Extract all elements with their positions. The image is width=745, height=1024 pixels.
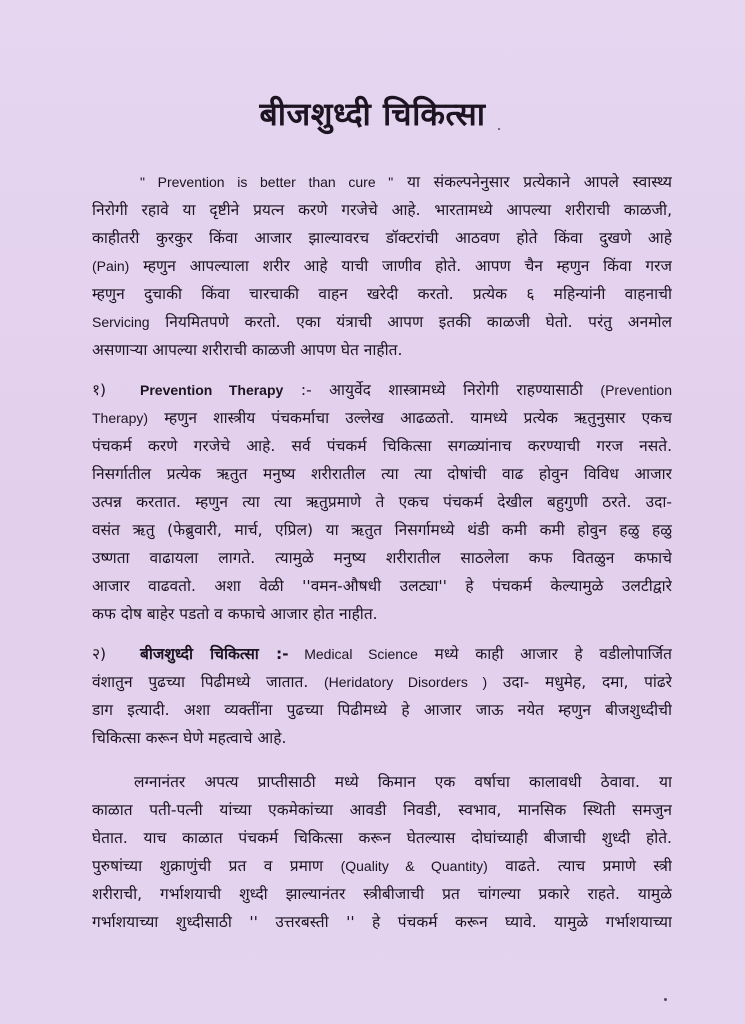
section2-line-3: डाग इत्यादी. अशा व्यक्तींना पुढच्या पिढीमध्ये हे आजार जाऊ नयेत म्हणुन बीजशुध्दीची: [92, 701, 672, 719]
intro-line-6-en: Servicing: [92, 314, 150, 330]
section2-line-2-mr2: उदा- मधुमेह, दमा, पांढरे: [487, 673, 672, 691]
closing-line-6: गर्भाशयाच्या शुध्दीसाठी '' उत्तरबस्ती '' हे पंचकर्म करून घ्यावे. यामुळे गर्भाशयाच्या: [92, 913, 672, 931]
closing-line-4-en: (Quality & Quantity): [340, 858, 488, 874]
closing-line-1: लग्नानंतर अपत्य प्राप्तीसाठी मध्ये किमान एक वर्षाचा कालावधी ठेवावा. या: [134, 773, 672, 791]
intro-line-4-en: (Pain): [92, 258, 130, 274]
intro-line-5: म्हणुन दुचाकी किंवा चारचाकी वाहन खरेदी करतो. प्रत्येक ६ महिन्यांनी वाहनाची: [92, 285, 672, 303]
intro-paragraph: [92, 168, 672, 364]
section1-line-2: [92, 404, 672, 432]
section1-line-8: आजार वाढवतो. अशा वेळी ''वमन-औषधी उलट्या'' हे पंचकर्म केल्यामुळे उलटीद्वारे: [92, 577, 672, 595]
closing-line-3: घेतात. याच काळात पंचकर्म चिकित्सा करून घेतल्यास दोघांच्याही बीजाची शुध्दी होते.: [92, 829, 672, 847]
intro-line-4: [92, 252, 672, 280]
intro-line-6: [92, 308, 672, 336]
paper-speck: [498, 128, 500, 130]
intro-line-1-en: " Prevention is better than cure ": [140, 174, 394, 190]
closing-paragraph: [92, 768, 672, 936]
section1-heading: Prevention Therapy: [140, 382, 284, 398]
intro-line-4-mr: म्हणुन आपल्याला शरीर आहे याची जाणीव होते. आपण चैन म्हणुन किंवा गरज: [129, 257, 672, 275]
closing-line-5: शरीराची, गर्भाशयाची शुध्दी झाल्यानंतर स्त्रीबीजाची प्रत चांगल्या प्रकारे राहते. यामुळे: [92, 885, 672, 903]
section1-line-9: कफ दोष बाहेर पडतो व कफाचे आजार होत नाहीत.: [92, 605, 378, 623]
document-title: बीजशुध्दी चिकित्सा: [259, 95, 486, 133]
section1-number: १): [92, 381, 107, 399]
section2-line-2-en: (Heridatory Disorders ): [323, 674, 488, 690]
intro-line-6-mr: नियमितपणे करतो. एका यंत्राची आपण इतकी काळजी घेतो. परंतु अनमोल: [149, 313, 672, 331]
intro-line-1-mr: या संकल्पनेनुसार प्रत्येकाने आपले स्वास्थ्य: [393, 173, 672, 191]
intro-line-3: काहीतरी कुरकुर किंवा आजार झाल्यावरच डॉक्टरांची आठवण होते किंवा दुखणे आहे: [92, 229, 672, 247]
section2-heading: बीजशुध्दी चिकित्सा :-: [140, 645, 289, 663]
section-prevention-therapy: [92, 376, 672, 628]
section-bijshuddhi: [92, 640, 672, 752]
intro-line-1: [92, 168, 672, 196]
section2-line-4: चिकित्सा करून घेणे महत्वाचे आहे.: [92, 729, 287, 747]
closing-line-4-mr: पुरुषांच्या शुक्राणुंची प्रत व प्रमाण: [92, 857, 341, 875]
intro-line-2: निरोगी रहावे या दृष्टीने प्रयत्न करणे गरजेचे आहे. भारतामध्ये आपल्या शरीराची काळजी,: [92, 201, 672, 219]
section1-line-6: वसंत ऋतु (फेब्रुवारी, मार्च, एप्रिल) या ऋतुत निसर्गामध्ये थंडी कमी कमी होवुन हळु हळु: [92, 521, 672, 539]
section2-number: २): [92, 645, 107, 663]
intro-line-7: असणाऱ्या आपल्या शरीराची काळजी आपण घेत नाहीत.: [92, 341, 403, 359]
closing-line-2: काळात पती-पत्नी यांच्या एकमेकांच्या आवडी निवडी, स्वभाव, मानसिक स्थिती समजुन: [92, 801, 672, 819]
section1-line-5: उत्पन्न करतात. म्हणुन त्या त्या ऋतुप्रमाणे ते एकच पंचकर्म देखील बहुगुणी ठरते. उदा-: [92, 493, 672, 511]
section2-line-2: [92, 668, 672, 696]
section1-line-1-mr: :- आयुर्वेद शास्त्रामध्ये निरोगी राहण्यासाठी: [283, 381, 601, 399]
closing-line-4-mr2: वाढते. त्याच प्रमाणे स्त्री: [487, 857, 672, 875]
section2-line-1: [92, 640, 672, 668]
section1-line-2-mr: म्हणुन शास्त्रीय पंचकर्माचा उल्लेख आढळतो. यामध्ये प्रत्येक ऋतुनुसार एकच: [148, 409, 672, 427]
paper-speck: [664, 998, 667, 1001]
section1-line-1-en: (Prevention: [600, 382, 672, 398]
section2-line-1-en: Medical Science: [288, 646, 418, 662]
section2-line-1-mr: मध्ये काही आजार हे वडीलोपार्जित: [417, 645, 672, 663]
section1-line-3: पंचकर्म करणे गरजेचे आहे. सर्व पंचकर्म चिकित्सा सगळ्यांनाच करण्याची गरज नसते.: [92, 437, 672, 455]
section1-line-7: उष्णता वाढायला लागते. त्यामुळे मनुष्य शरीरातील साठलेला कफ वितळुन कफाचे: [92, 549, 672, 567]
section2-line-2-mr: वंशातुन पुढच्या पिढीमध्ये जातात.: [92, 673, 324, 691]
section1-line-4: निसर्गातील प्रत्येक ऋतुत मनुष्य शरीरातील त्या त्या दोषांची वाढ होवुन विविध आजार: [92, 465, 672, 483]
closing-line-4: [92, 852, 672, 880]
section1-line-1: [92, 376, 672, 404]
section1-line-2-en: Therapy): [92, 410, 149, 426]
